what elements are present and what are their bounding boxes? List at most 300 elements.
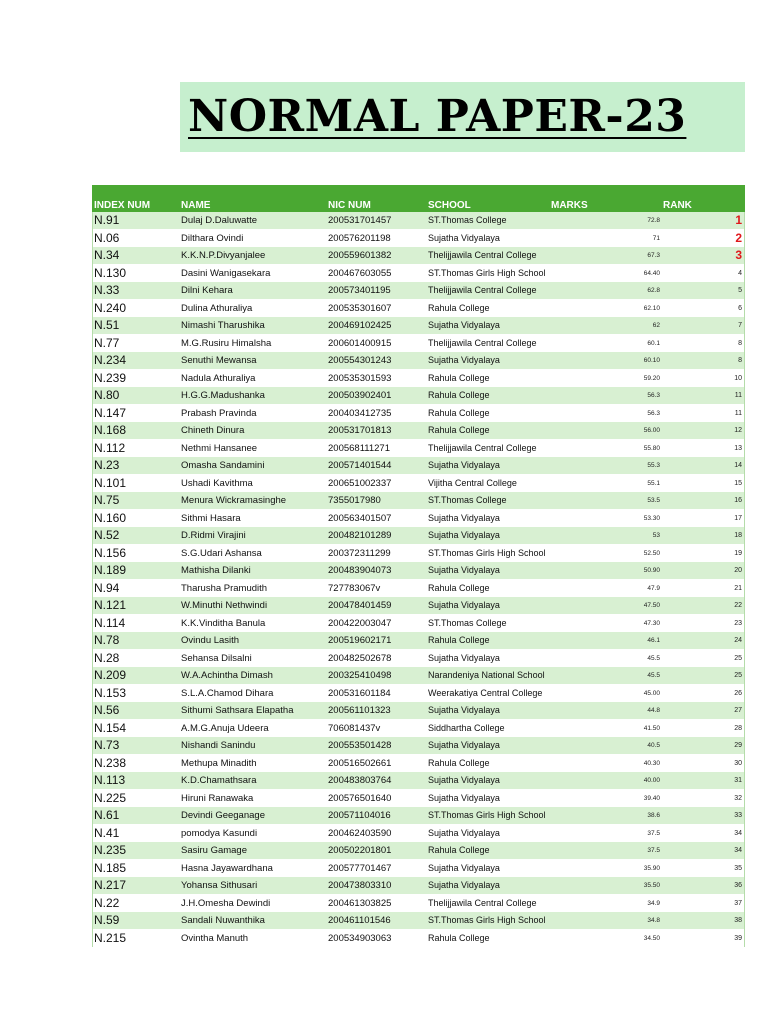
cell-nic: 200559601382 (328, 250, 392, 261)
cell-rank: 22 (734, 602, 742, 609)
cell-marks: 55.3 (647, 462, 660, 469)
cell-name: W.Minuthi Nethwindi (181, 600, 268, 611)
table-border-right (744, 212, 745, 947)
cell-nic: 200535301593 (328, 372, 392, 384)
cell-index: N.52 (94, 528, 120, 542)
cell-index: N.28 (94, 650, 120, 665)
cell-rank: 13 (734, 444, 742, 452)
cell-marks: 37.5 (647, 847, 660, 854)
cell-rank: 18 (734, 532, 742, 539)
cell-marks: 44.8 (647, 707, 660, 714)
cell-rank: 37 (734, 899, 742, 907)
table-border-left (92, 212, 93, 947)
cell-school: Sujatha Vidyalaya (428, 320, 500, 330)
table-row (92, 895, 745, 913)
cell-school: Narandeniya National School (428, 670, 545, 680)
cell-marks: 60.10 (643, 357, 660, 364)
cell-marks: 72.8 (647, 217, 660, 224)
cell-school: Rahula College (428, 757, 490, 768)
cell-rank: 8 (738, 357, 742, 364)
cell-name: pomodya Kasundi (181, 827, 258, 839)
cell-name: Sithumi Sathsara Elapatha (181, 705, 294, 716)
cell-school: Rahula College (428, 582, 490, 593)
cell-rank: 10 (734, 374, 742, 382)
cell-nic: 200561101323 (328, 705, 391, 716)
page-title: NORMAL PAPER-23 (188, 91, 687, 142)
cell-school: Sujatha Vidyalaya (428, 460, 500, 470)
cell-name: Menura Wickramasinghe (181, 495, 287, 506)
header-nic: NIC NUM (328, 200, 371, 211)
cell-name: Hiruni Ranawaka (181, 792, 254, 804)
cell-name: Dulaj D.Daluwatte (181, 215, 258, 226)
cell-school: Thelijjawila Central College (428, 250, 537, 260)
table-row (92, 667, 745, 685)
table-row (92, 510, 745, 528)
table-row (92, 650, 745, 668)
cell-rank: 1 (735, 213, 742, 227)
cell-index: N.23 (94, 458, 120, 472)
cell-name: Sandali Nuwanthika (181, 915, 265, 926)
cell-index: N.06 (94, 230, 120, 245)
cell-name: Senuthi Mewansa (181, 355, 257, 366)
cell-nic: 200571401544 (328, 460, 392, 471)
cell-marks: 47.30 (643, 619, 660, 627)
cell-name: K.D.Chamathsara (181, 775, 257, 786)
cell-marks: 45.5 (647, 672, 660, 679)
cell-rank: 16 (734, 497, 742, 504)
cell-rank: 25 (734, 654, 742, 662)
cell-rank: 2 (735, 230, 742, 245)
cell-rank: 7 (738, 322, 742, 329)
cell-name: J.H.Omesha Dewindi (181, 897, 271, 909)
cell-school: Sujatha Vidyalaya (428, 355, 500, 365)
cell-rank: 21 (734, 584, 742, 592)
cell-nic: 200461303825 (328, 897, 392, 909)
cell-rank: 20 (734, 567, 742, 574)
cell-index: N.33 (94, 283, 120, 297)
cell-school: Sujatha Vidyalaya (428, 705, 500, 715)
cell-index: N.239 (94, 370, 127, 385)
table-row (92, 790, 745, 808)
cell-marks: 34.50 (643, 934, 660, 942)
cell-school: Rahula College (428, 302, 490, 313)
cell-marks: 45.00 (643, 689, 660, 697)
table-row (92, 597, 745, 615)
cell-name: S.G.Udari Ashansa (181, 547, 262, 559)
cell-index: N.34 (94, 248, 120, 262)
cell-marks: 40.00 (643, 777, 660, 784)
cell-marks: 59.20 (643, 374, 660, 382)
cell-index: N.234 (94, 353, 127, 367)
cell-marks: 45.5 (647, 654, 660, 662)
cell-index: N.78 (94, 633, 120, 647)
cell-name: Ovintha Manuth (181, 932, 249, 944)
cell-rank: 23 (734, 619, 742, 627)
header-marks: MARKS (551, 200, 588, 211)
cell-school: Rahula College (428, 845, 490, 855)
cell-name: D.Ridmi Virajini (181, 530, 246, 541)
cell-rank: 28 (734, 724, 742, 732)
cell-nic: 200482502678 (328, 652, 392, 664)
cell-school: Sujatha Vidyalaya (428, 565, 500, 575)
cell-school: Sujatha Vidyalaya (428, 827, 500, 838)
cell-index: N.61 (94, 808, 120, 822)
cell-index: N.156 (94, 545, 127, 560)
cell-index: N.77 (94, 335, 120, 350)
cell-index: N.59 (94, 913, 120, 927)
cell-marks: 53 (652, 532, 660, 539)
table-row (92, 422, 745, 440)
cell-index: N.73 (94, 738, 120, 752)
title-banner (180, 82, 745, 152)
cell-marks: 46.1 (647, 637, 660, 644)
table-row (92, 685, 745, 703)
cell-marks: 62.8 (647, 287, 660, 294)
cell-nic: 200531601184 (328, 687, 391, 699)
cell-name: Hasna Jayawardhana (181, 862, 273, 874)
table-row (92, 860, 745, 878)
header-rank: RANK (663, 200, 692, 211)
cell-name: Dulina Athuraliya (181, 302, 253, 314)
table-row (92, 772, 745, 790)
header-index: INDEX NUM (94, 200, 151, 211)
cell-index: N.209 (94, 668, 127, 682)
cell-name: Nadula Athuraliya (181, 372, 256, 384)
table-row (92, 527, 745, 545)
cell-nic: 200325410498 (328, 670, 392, 681)
table-row (92, 825, 745, 843)
cell-index: N.41 (94, 825, 120, 840)
table-row (92, 807, 745, 825)
cell-school: Sujatha Vidyalaya (428, 792, 500, 803)
cell-marks: 52.50 (643, 549, 660, 557)
cell-name: H.G.G.Madushanka (181, 390, 265, 401)
table-row (92, 317, 745, 335)
cell-name: Chineth Dinura (181, 425, 245, 436)
cell-name: Prabash Pravinda (181, 407, 257, 419)
cell-rank: 30 (734, 759, 742, 767)
cell-marks: 47.50 (643, 602, 660, 609)
cell-name: Mathisha Dilanki (181, 565, 251, 576)
table-row (92, 247, 745, 265)
cell-marks: 37.5 (647, 829, 660, 837)
cell-rank: 39 (734, 934, 742, 942)
table-row (92, 737, 745, 755)
cell-name: Dilni Kehara (181, 285, 233, 296)
table-row (92, 720, 745, 738)
cell-nic: 727783067v (328, 582, 381, 594)
cell-index: N.154 (94, 720, 127, 735)
cell-school: Rahula College (428, 372, 490, 383)
cell-school: Weerakatiya Central College (428, 687, 543, 698)
cell-marks: 34.9 (647, 899, 660, 907)
cell-marks: 50.90 (643, 567, 660, 574)
cell-rank: 11 (734, 409, 742, 417)
cell-marks: 40.5 (647, 742, 660, 749)
cell-name: Dasini Wanigasekara (181, 267, 271, 279)
cell-name: Devindi Geeganage (181, 810, 265, 821)
cell-nic: 200469102425 (328, 320, 392, 331)
cell-marks: 71 (652, 234, 660, 242)
cell-rank: 5 (738, 287, 742, 294)
cell-marks: 56.3 (647, 409, 660, 417)
cell-index: N.121 (94, 598, 127, 612)
cell-name: Nishandi Sanindu (181, 740, 256, 751)
cell-name: Ushadi Kavithma (181, 477, 253, 489)
cell-school: Thelijjawila Central College (428, 285, 537, 295)
cell-marks: 38.6 (647, 812, 660, 819)
cell-nic: 200483904073 (328, 565, 392, 576)
cell-nic: 200577701467 (328, 862, 392, 874)
cell-nic: 7355017980 (328, 495, 381, 506)
cell-marks: 55.80 (643, 444, 660, 452)
cell-marks: 35.50 (643, 882, 660, 889)
table-row (92, 545, 745, 563)
cell-nic: 706081437v (328, 722, 381, 734)
cell-nic: 200554301243 (328, 355, 392, 366)
cell-nic: 200478401459 (328, 600, 392, 611)
cell-school: Sujatha Vidyalaya (428, 740, 500, 750)
cell-rank: 17 (734, 514, 742, 522)
cell-nic: 200531701457 (328, 215, 392, 226)
table-row (92, 755, 745, 773)
cell-rank: 36 (734, 882, 742, 889)
cell-nic: 200403412735 (328, 407, 392, 419)
cell-index: N.56 (94, 703, 120, 717)
cell-school: Rahula College (428, 425, 490, 435)
cell-nic: 200601400915 (328, 337, 392, 349)
cell-nic: 200531701813 (328, 425, 392, 436)
table-row (92, 300, 745, 318)
header-name: NAME (181, 200, 211, 211)
cell-marks: 47.9 (647, 584, 660, 592)
cell-rank: 29 (734, 742, 742, 749)
cell-name: Methupa Minadith (181, 757, 257, 769)
cell-name: S.L.A.Chamod Dihara (181, 687, 274, 699)
cell-marks: 56.00 (643, 427, 660, 434)
cell-marks: 67.3 (647, 252, 660, 259)
cell-name: Yohansa Sithusari (181, 880, 258, 891)
cell-nic: 200573401195 (328, 285, 391, 296)
cell-nic: 200372311299 (328, 547, 391, 559)
cell-rank: 33 (734, 812, 742, 819)
table-row (92, 475, 745, 493)
table-row (92, 335, 745, 353)
cell-index: N.101 (94, 475, 127, 490)
cell-nic: 200651002337 (328, 477, 392, 489)
cell-name: Sehansa Dilsalni (181, 652, 252, 664)
cell-nic: 200462403590 (328, 827, 392, 839)
results-table (92, 185, 745, 947)
cell-index: N.185 (94, 860, 127, 875)
cell-marks: 34.8 (647, 917, 660, 924)
cell-rank: 32 (734, 794, 742, 802)
cell-school: Sujatha Vidyalaya (428, 232, 500, 243)
cell-index: N.80 (94, 388, 120, 402)
cell-school: Sujatha Vidyalaya (428, 512, 500, 523)
table-row (92, 282, 745, 300)
table-row (92, 212, 745, 230)
cell-nic: 200482101289 (328, 530, 392, 541)
cell-name: Nimashi Tharushika (181, 320, 265, 331)
cell-marks: 64.40 (643, 269, 660, 277)
cell-rank: 24 (734, 637, 742, 644)
cell-index: N.235 (94, 843, 127, 857)
cell-nic: 200535301607 (328, 302, 392, 314)
cell-rank: 15 (734, 479, 742, 487)
cell-name: Omasha Sandamini (181, 460, 265, 471)
cell-name: K.K.Vinditha Banula (181, 617, 266, 629)
table-row (92, 440, 745, 458)
cell-marks: 53.5 (647, 497, 660, 504)
cell-index: N.215 (94, 930, 127, 945)
cell-rank: 14 (734, 462, 742, 469)
table-row (92, 405, 745, 423)
cell-nic: 200461101546 (328, 915, 391, 926)
cell-rank: 26 (734, 689, 742, 697)
cell-school: ST.Thomas College (428, 617, 507, 628)
cell-index: N.240 (94, 300, 127, 315)
cell-nic: 200502201801 (328, 845, 392, 856)
cell-rank: 8 (738, 339, 742, 347)
cell-marks: 60.1 (647, 339, 660, 347)
cell-nic: 200519602171 (328, 635, 392, 646)
cell-nic: 200467603055 (328, 267, 392, 279)
table-body (92, 212, 745, 947)
table-row (92, 562, 745, 580)
cell-nic: 200568111271 (328, 442, 390, 454)
cell-school: ST.Thomas Girls High School (428, 267, 546, 278)
cell-school: Sujatha Vidyalaya (428, 775, 500, 785)
table-row (92, 912, 745, 930)
cell-school: ST.Thomas College (428, 215, 507, 225)
cell-nic: 200422003047 (328, 617, 392, 629)
cell-marks: 53.30 (643, 514, 660, 522)
table-row (92, 265, 745, 283)
cell-school: ST.Thomas College (428, 495, 507, 505)
cell-school: Sujatha Vidyalaya (428, 600, 500, 610)
cell-index: N.189 (94, 563, 127, 577)
cell-nic: 200473803310 (328, 880, 392, 891)
cell-school: Sujatha Vidyalaya (428, 862, 500, 873)
cell-name: A.M.G.Anuja Udeera (181, 722, 269, 734)
cell-name: M.G.Rusiru Himalsha (181, 337, 272, 349)
header-school: SCHOOL (428, 200, 471, 211)
cell-name: K.K.N.P.Divyanjalee (181, 250, 266, 261)
cell-index: N.217 (94, 878, 127, 892)
table-row (92, 230, 745, 248)
cell-rank: 6 (738, 304, 742, 312)
cell-nic: 200571104016 (328, 810, 391, 821)
table-row (92, 492, 745, 510)
cell-school: Siddhartha College (428, 722, 505, 733)
table-row (92, 877, 745, 895)
table-row (92, 632, 745, 650)
cell-name: Ovindu Lasith (181, 635, 240, 646)
cell-index: N.114 (94, 615, 126, 630)
cell-school: ST.Thomas Girls High School (428, 915, 546, 925)
cell-school: ST.Thomas Girls High School (428, 810, 546, 820)
cell-nic: 200576501640 (328, 792, 392, 804)
cell-nic: 200516502661 (328, 757, 392, 769)
cell-index: N.168 (94, 423, 127, 437)
cell-index: N.22 (94, 895, 120, 910)
cell-school: Rahula College (428, 932, 490, 943)
cell-rank: 35 (734, 864, 742, 872)
cell-marks: 41.50 (643, 724, 660, 732)
cell-index: N.112 (94, 440, 126, 455)
cell-index: N.238 (94, 755, 127, 770)
cell-school: Rahula College (428, 407, 490, 418)
cell-rank: 27 (734, 707, 742, 714)
cell-index: N.130 (94, 265, 127, 280)
cell-index: N.51 (94, 318, 120, 332)
cell-index: N.75 (94, 493, 120, 507)
table-row (92, 842, 745, 860)
cell-nic: 200503902401 (328, 390, 392, 401)
cell-nic: 200553501428 (328, 740, 392, 751)
cell-marks: 62 (652, 322, 660, 329)
cell-marks: 56.3 (647, 392, 660, 399)
cell-rank: 19 (734, 549, 742, 557)
cell-school: Rahula College (428, 390, 490, 400)
cell-index: N.153 (94, 685, 127, 700)
cell-school: Vijitha Central College (428, 477, 517, 488)
cell-marks: 35.90 (643, 864, 660, 872)
cell-rank: 38 (734, 917, 742, 924)
cell-index: N.225 (94, 790, 127, 805)
cell-nic: 200563401507 (328, 512, 392, 524)
cell-rank: 34 (734, 829, 742, 837)
cell-rank: 31 (734, 777, 742, 784)
table-row (92, 702, 745, 720)
cell-name: Sithmi Hasara (181, 512, 241, 524)
cell-school: Rahula College (428, 635, 490, 645)
table-row (92, 352, 745, 370)
table-row (92, 457, 745, 475)
cell-rank: 12 (734, 427, 742, 434)
cell-name: W.A.Achintha Dimash (181, 670, 273, 681)
cell-name: Dilthara Ovindi (181, 232, 244, 244)
cell-index: N.94 (94, 580, 120, 595)
cell-nic: 200534903063 (328, 932, 392, 944)
cell-school: Thelijjawila Central College (428, 442, 537, 453)
table-row (92, 580, 745, 598)
table-row (92, 930, 745, 948)
table-row (92, 615, 745, 633)
cell-rank: 3 (735, 248, 742, 262)
cell-nic: 200576201198 (328, 232, 391, 244)
cell-name: Tharusha Pramudith (181, 582, 268, 594)
cell-rank: 25 (734, 672, 742, 679)
cell-rank: 34 (734, 847, 742, 854)
cell-index: N.113 (94, 773, 126, 787)
cell-marks: 39.40 (643, 794, 660, 802)
cell-school: Thelijjawila Central College (428, 337, 537, 348)
table-row (92, 370, 745, 388)
cell-rank: 11 (734, 392, 742, 399)
table-row (92, 387, 745, 405)
table-header (92, 185, 745, 212)
cell-marks: 40.30 (643, 759, 660, 767)
cell-school: Thelijjawila Central College (428, 897, 537, 908)
cell-index: N.147 (94, 405, 127, 420)
cell-name: Sasiru Gamage (181, 845, 248, 856)
cell-marks: 62.10 (643, 304, 660, 312)
cell-index: N.160 (94, 510, 127, 525)
cell-marks: 55.1 (647, 479, 660, 487)
cell-school: ST.Thomas Girls High School (428, 547, 546, 558)
